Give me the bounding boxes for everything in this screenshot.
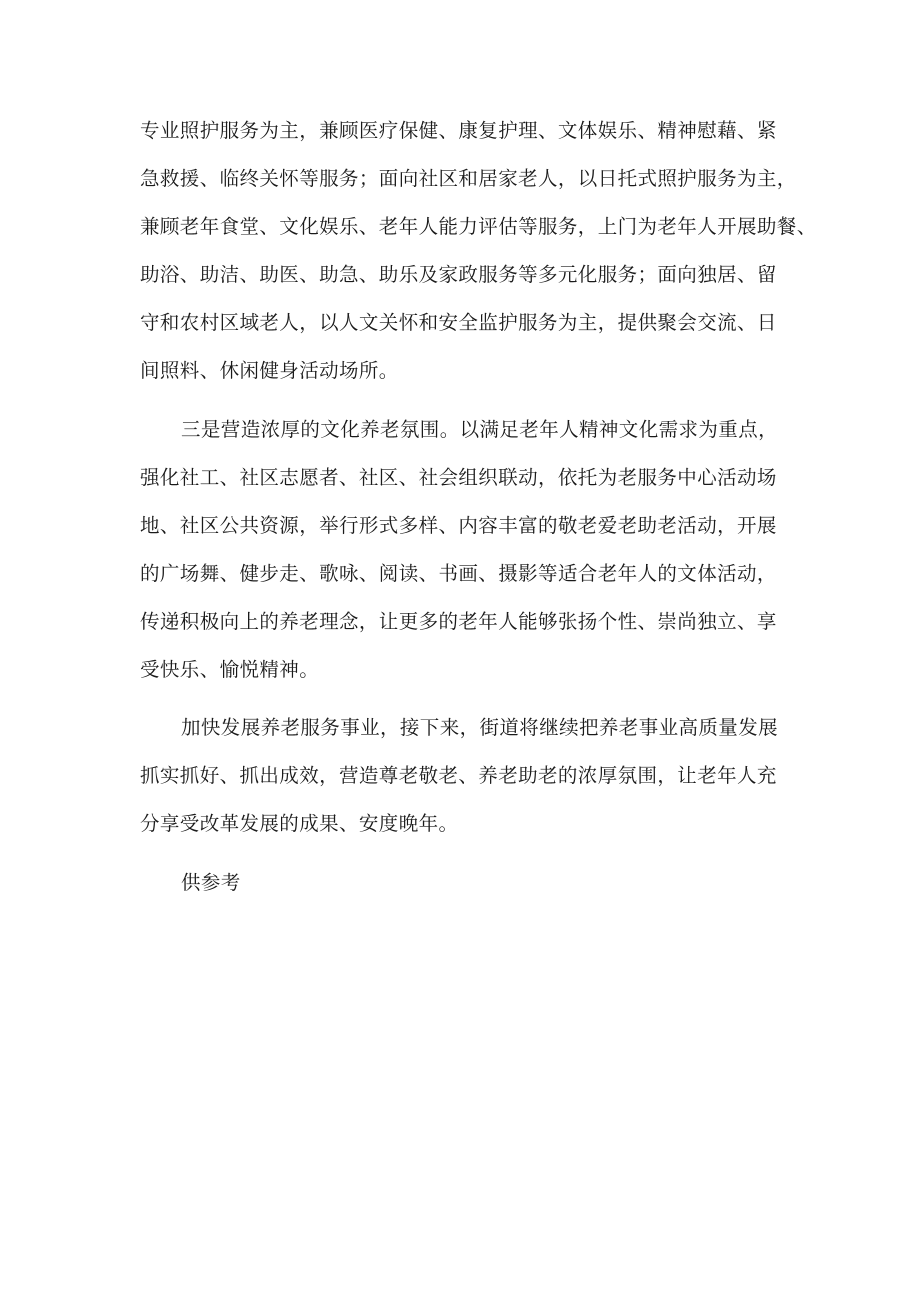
paragraph-line: 传递积极向上的养老理念，让更多的老年人能够张扬个性、崇尚独立、享: [140, 610, 777, 633]
paragraph-line: 受快乐、愉悦精神。: [140, 658, 320, 681]
paragraph-line: 分享受改革发展的成果、安度晚年。: [140, 812, 459, 835]
paragraph-line: 三是营造浓厚的文化养老氛围。以满足老年人精神文化需求为重点，: [181, 418, 779, 441]
paragraph-line: 抓实抓好、抓出成效，营造尊老敬老、养老助老的浓厚氛围，让老年人充: [140, 764, 777, 787]
paragraph-line: 地、社区公共资源，举行形式多样、内容丰富的敬老爱老助老活动，开展: [140, 514, 777, 537]
paragraph-line: 加快发展养老服务事业，接下来，街道将继续把养老事业高质量发展: [181, 716, 779, 739]
paragraph-line: 兼顾老年食堂、文化娱乐、老年人能力评估等服务，上门为老年人开展助餐、: [140, 215, 817, 238]
paragraph-line: 助浴、助洁、助医、助急、助乐及家政服务等多元化服务；面向独居、留: [140, 263, 777, 286]
paragraph-line: 强化社工、社区志愿者、社区、社会组织联动，依托为老服务中心活动场: [140, 466, 777, 489]
paragraph-line: 专业照护服务为主，兼顾医疗保健、康复护理、文体娱乐、精神慰藉、紧: [140, 119, 777, 142]
paragraph-line: 守和农村区域老人，以人文关怀和安全监护服务为主，提供聚会交流、日: [140, 311, 777, 334]
closing-note: 供参考: [181, 871, 241, 894]
paragraph-line: 的广场舞、健步走、歌咏、阅读、书画、摄影等适合老年人的文体活动，: [140, 562, 777, 585]
paragraph-line: 急救援、临终关怀等服务；面向社区和居家老人，以日托式照护服务为主，: [140, 167, 797, 190]
paragraph-line: 间照料、休闲健身活动场所。: [140, 359, 399, 382]
